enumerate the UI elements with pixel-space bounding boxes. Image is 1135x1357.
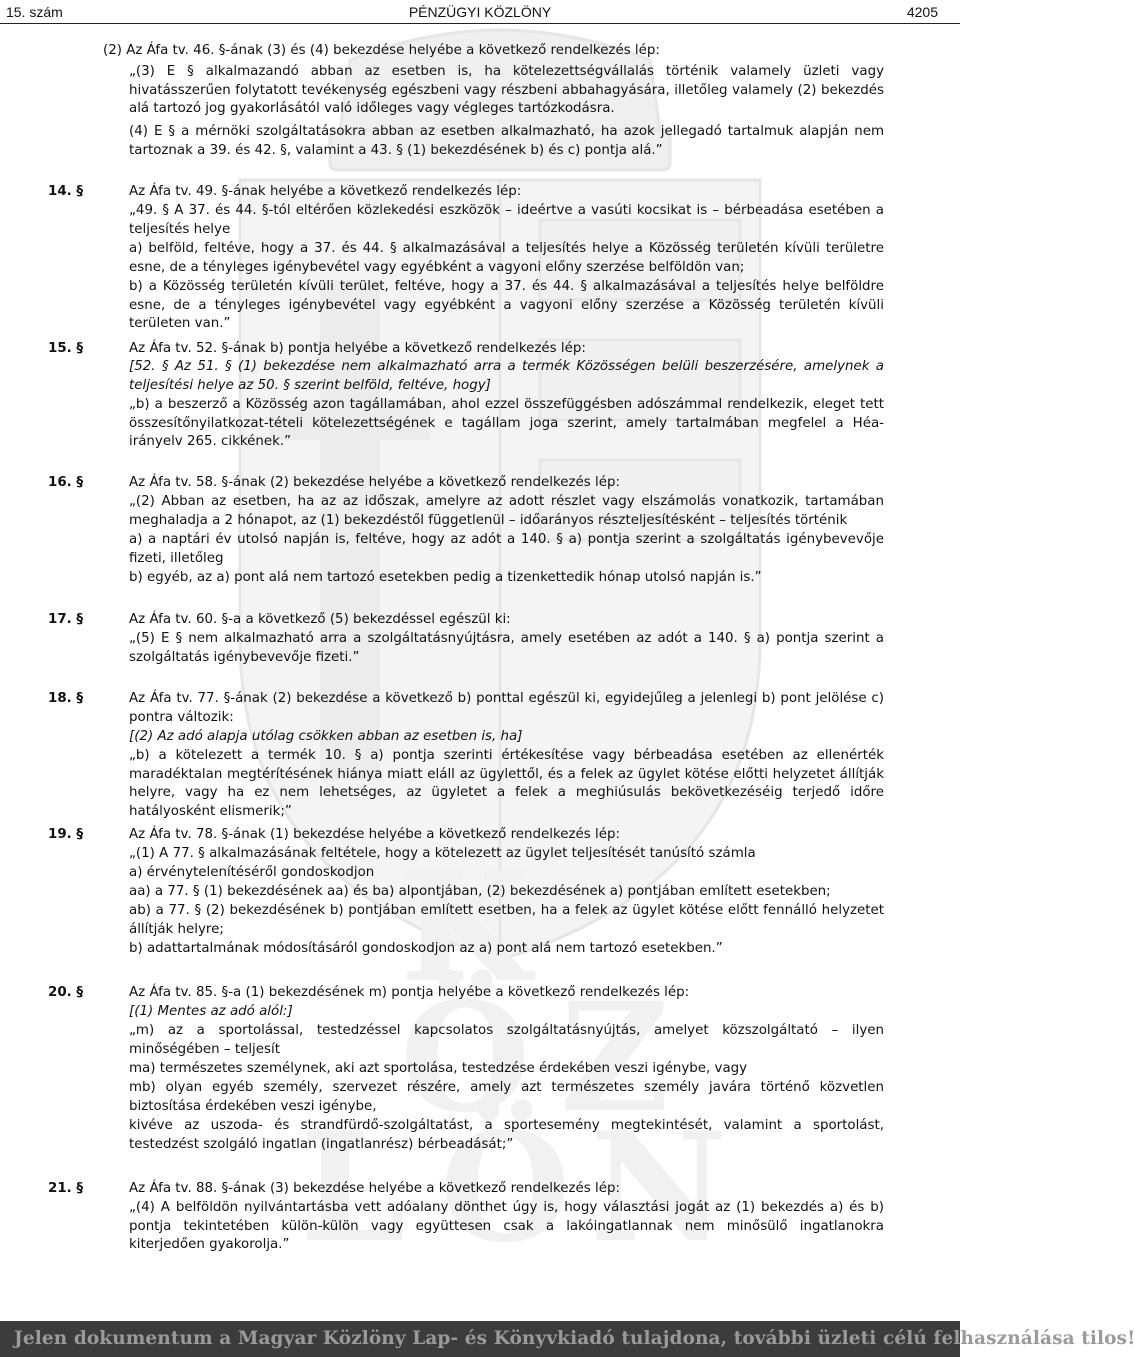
section-line: Az Áfa tv. 88. §-ának (3) bekezdése helyébe a következő rendelkezés lép: — [129, 1181, 620, 1196]
section-line: „(2) Abban az esetben, ha az az időszak, amelyre az adott részlet vagy elszámolás vonatkozik, tartamában meghaladja a 2 hónapot, az (1) bekezdéstől függetlenül – időarányos részteljesítésként – teljesítés történik — [129, 494, 884, 528]
svg-text:L: L — [300, 1100, 406, 1276]
section-line: Az Áfa tv. 58. §-ának (2) bekezdése helyébe a következő rendelkezés lép: — [129, 475, 620, 490]
section-number: 19. § — [48, 827, 84, 842]
section-line: „b) a beszerző a Közösség azon tagállamában, ahol ezzel összefüggésben adószámmal rendelkezik, eleget tett összesítőnyilatkozat-tételi kötelezettségének e tagállam joga szerint, amely tartalmában megfelel a Héa-irányelv 265. cikkének.” — [129, 397, 884, 450]
section-line: Az Áfa tv. 77. §-ának (2) bekezdése a következő b) ponttal egészül ki, egyidejűleg a jelenlegi b) pont jelölése c) pontra változik: — [129, 691, 884, 725]
section-line: [52. § Az 51. § (1) bekezdése nem alkalmazható arra a termék Közösségen belüli beszerzésére, amelynek a teljesítési helye az 50. § szerint belföld, feltéve, hogy] — [129, 359, 884, 393]
svg-text:Z: Z — [560, 970, 670, 1146]
section-line: [(2) Az adó alapja utólag csökken abban az esetben is, ha] — [129, 729, 523, 744]
journal-title: PÉNZÜGYI KÖZLÖNY — [408, 4, 552, 20]
section-line: „49. § A 37. és 44. §-tól eltérően közlekedési eszközök – ideértve a vasúti kocsikat is – bérbeadása esetében a teljesítés helye — [129, 203, 884, 237]
svg-text:N: N — [590, 1100, 728, 1276]
section-line: „(4) A belföldön nyilvántartásba vett adóalany dönthet úgy is, hogy választási jogát az (1) bekezdés a) és b) pontja tekintetében külön-külön vagy együttesen csak a lakóingatlannak nem minősülő ingatlanokra kiterjedően gyakorolja.” — [129, 1200, 884, 1253]
svg-text:Ö: Ö — [400, 970, 531, 1146]
svg-text:K: K — [400, 840, 531, 1016]
section-line: b) egyéb, az a) pont alá nem tartozó esetekben pedig a tizenkettedik hónap utolsó napján is.” — [129, 570, 762, 585]
section-number: 17. § — [48, 612, 84, 627]
section-line: a) érvénytelenítéséről gondoskodjon — [129, 865, 375, 880]
page-header — [0, 0, 960, 24]
section-line: [(1) Mentes az adó alól:] — [129, 1004, 293, 1019]
section-number: 15. § — [48, 341, 84, 356]
intro-paragraph-3: (4) E § a mérnöki szolgáltatásokra abban az esetben alkalmazható, ha azok jellegadó tartalmuk alapján nem tartoznak a 39. és 42. §, valamint a 43. § (1) bekezdésének b) és c) pontja alá.” — [129, 124, 884, 158]
section-line: ma) természetes személynek, aki azt sportolása, testedzése érdekében veszi igénybe, vagy — [129, 1061, 748, 1076]
section-line: Az Áfa tv. 52. §-ának b) pontja helyébe a következő rendelkezés lép: — [129, 341, 586, 356]
copyright-footer — [0, 1321, 1135, 1357]
intro-paragraph-1: (2) Az Áfa tv. 46. §-ának (3) és (4) bekezdése helyébe a következő rendelkezés lép: — [103, 43, 660, 58]
section-line: a) a naptári év utolsó napján is, feltéve, hogy az adót a 140. § a) pontja szerint a szolgáltatás igénybevevője fizeti, illetőleg — [129, 532, 884, 566]
section-line: b) a Közösség területén kívüli terület, feltéve, hogy a 37. és 44. § alkalmazásával a teljesítés helye belföldre esne, de a tényleges igénybevétel vagy egyébként a vagyoni előny szerzése a Közösség területén kívüli területen van.” — [129, 279, 884, 332]
section-line: „(1) A 77. § alkalmazásának feltétele, hogy a kötelezett az ügylet teljesítését tanúsító számla — [129, 846, 756, 861]
section-number: 16. § — [48, 475, 84, 490]
section-line: mb) olyan egyéb személy, szervezet részére, amely azt természetes személy javára történő közvetlen biztosítása érdekében veszi igénybe, — [129, 1080, 884, 1114]
copyright-notice: Jelen dokumentum a Magyar Közlöny Lap- és Könyvkiadó tulajdona, további üzleti célú felhasználása tilos! — [14, 1328, 1135, 1349]
section-number: 21. § — [48, 1181, 84, 1196]
section-number: 18. § — [48, 691, 84, 706]
section-line: ab) a 77. § (2) bekezdésének b) pontjában említett esetben, ha a felek az ügylet kötése előtt fennálló helyzetet állítják helyre; — [129, 903, 884, 937]
page-number: 4205 — [906, 4, 938, 20]
section-line: aa) a 77. § (1) bekezdésének aa) és ba) alpontjában, (2) bekezdésének a) pontjában említett esetekben; — [129, 884, 831, 899]
section-line: „b) a kötelezett a termék 10. § a) pontja szerinti értékesítése vagy bérbeadása esetében az ellenérték maradéktalan megtérítésének hiánya miatt eláll az ügylettől, és a felek az ügylet kötése előtti helyzetet állítják helyre, vagy ha ez nem lehetséges, az ügyletet a felek a meghiúsulás bekövetkezéséig terjedő időre hatályosként elismerik;” — [129, 748, 884, 819]
section-line: Az Áfa tv. 78. §-ának (1) bekezdése helyébe a következő rendelkezés lép: — [129, 827, 620, 842]
section-line: „(5) E § nem alkalmazható arra a szolgáltatásnyújtásra, amely esetében az adót a 140. § a) pontja szerint a szolgáltatás igénybevevője fizeti.” — [129, 631, 884, 665]
section-line: a) belföld, feltéve, hogy a 37. és 44. § alkalmazásával a teljesítés helye a Közösség területén kívüli területre esne, de a tényleges igénybevétel vagy egyébként a vagyoni előny szerzése belföldön van; — [129, 241, 884, 275]
issue-number: 15. szám — [6, 4, 63, 20]
section-line: Az Áfa tv. 60. §-a a következő (5) bekezdéssel egészül ki: — [129, 612, 511, 627]
section-number: 14. § — [48, 184, 84, 199]
section-line: b) adattartalmának módosításáról gondoskodjon az a) pont alá nem tartozó esetekben.” — [129, 941, 723, 956]
svg-text:Ö: Ö — [440, 1100, 571, 1276]
section-line: „m) az a sportolással, testedzéssel kapcsolatos szolgáltatásnyújtás, amelyet közszolgáltató – ilyen minőségében – teljesít — [129, 1023, 884, 1057]
section-line: Az Áfa tv. 49. §-ának helyébe a következő rendelkezés lép: — [129, 184, 522, 199]
intro-paragraph-2: „(3) E § alkalmazandó abban az esetben is, ha kötelezettségvállalás történik valamely üzleti vagy hivatásszerűen folytatott tevékenység egészbeni vagy részbeni abbahagyására, illetőleg valamely (2) bekezdés alá tartozó jog gyakorlásától való időleges vagy végleges tartózkodásra. — [129, 64, 884, 117]
section-line: Az Áfa tv. 85. §-a (1) bekezdésének m) pontja helyébe a következő rendelkezés lép: — [129, 985, 690, 1000]
section-line: kivéve az uszoda- és strandfürdő-szolgáltatást, a sportesemény megtekintését, valamint a sportolást, testedzést szolgáló ingatlan (ingatlanrész) bérbeadását;” — [129, 1118, 884, 1152]
section-number: 20. § — [48, 985, 84, 1000]
